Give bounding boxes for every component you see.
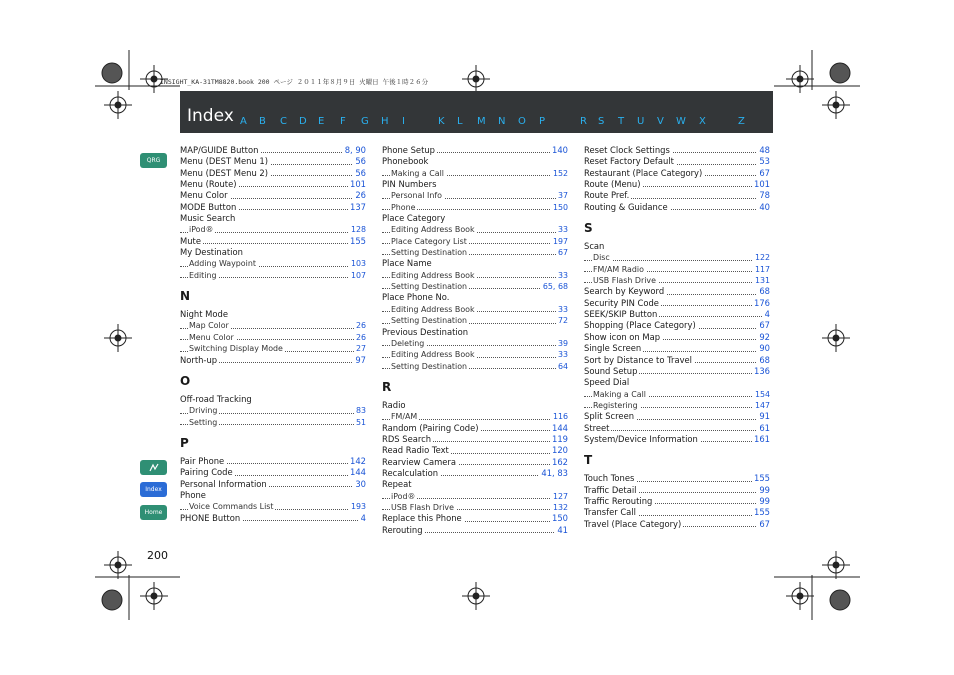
entry-term: Setting — [189, 417, 218, 427]
entry-term: Route (Menu) — [584, 179, 641, 190]
page-link[interactable]: 39 — [557, 338, 568, 348]
letter-link-z[interactable]: Z — [738, 116, 745, 127]
page-link[interactable]: 117 — [754, 264, 770, 274]
entry-term: Touch Tones — [584, 473, 635, 484]
index-subentry — [382, 361, 568, 372]
page-link[interactable]: 48 — [759, 145, 770, 155]
index-heading: Repeat — [382, 479, 412, 490]
index-subentry — [584, 275, 770, 286]
page-link[interactable]: 137 — [350, 201, 366, 212]
index-entry — [180, 355, 366, 366]
letter-link-e[interactable]: E — [318, 116, 325, 127]
index-entry — [584, 156, 770, 167]
entry-term: Pair Phone — [180, 455, 225, 466]
entry-term: Setting Destination — [391, 248, 468, 258]
index-entry — [382, 145, 568, 156]
letter-link-s[interactable]: S — [598, 116, 605, 127]
entry-term: Place Category List — [391, 236, 467, 246]
page-link[interactable]: 161 — [754, 433, 770, 444]
index-entry — [584, 473, 770, 484]
letter-link-k[interactable]: K — [438, 116, 445, 127]
entry-term: Security PIN Code — [584, 297, 659, 308]
letter-link-d[interactable]: D — [299, 116, 307, 127]
page-link[interactable]: 101 — [754, 179, 770, 190]
entry-term: Driving — [189, 406, 218, 416]
index-heading: Phonebook — [382, 156, 429, 167]
index-subentry — [180, 224, 366, 235]
entry-term: North-up — [180, 354, 218, 365]
page-link[interactable]: 155 — [350, 235, 366, 246]
letter-link-v[interactable]: V — [657, 116, 664, 127]
page-link[interactable]: 144 — [350, 467, 366, 478]
index-subentry — [180, 501, 366, 512]
entry-term: Voice Commands List — [189, 502, 274, 512]
entry-term: Menu Color — [180, 190, 228, 201]
entry-term: Recalculation — [382, 467, 439, 478]
entry-term: Read Radio Text — [382, 445, 449, 456]
index-subentry — [584, 400, 770, 411]
page-link[interactable]: 56 — [355, 167, 366, 178]
index-heading: Speed Dial — [584, 377, 630, 388]
page-link[interactable]: 155 — [754, 473, 770, 484]
entry-term: Editing Address Book — [391, 350, 475, 360]
index-entry — [180, 168, 366, 179]
index-entry — [584, 286, 770, 297]
letter-link-p[interactable]: P — [539, 116, 546, 127]
entry-term: Editing — [189, 270, 217, 280]
index-entry — [584, 190, 770, 201]
letter-link-n[interactable]: N — [498, 116, 506, 127]
entry-term: Sound Setup — [584, 365, 638, 376]
voice-icon[interactable] — [140, 460, 167, 475]
index-subentry — [584, 389, 770, 400]
entry-term: Adding Waypoint — [189, 259, 256, 269]
page-link[interactable]: 107 — [350, 270, 366, 280]
index-subentry — [382, 304, 568, 315]
index-entry — [584, 202, 770, 213]
index-subentry — [584, 252, 770, 263]
page-link[interactable]: 103 — [350, 259, 366, 269]
page-link[interactable]: 101 — [350, 179, 366, 190]
index-entry — [584, 343, 770, 354]
page-link[interactable]: 27 — [355, 344, 366, 354]
index-entry — [584, 519, 770, 530]
index-heading: Place Category — [382, 213, 446, 224]
entry-term: Map Color — [189, 321, 229, 331]
index-subentry — [180, 405, 366, 416]
index-heading: Previous Destination — [382, 326, 469, 337]
index-subentry — [382, 270, 568, 281]
page-link[interactable]: 26 — [355, 321, 366, 331]
index-entry — [180, 467, 366, 478]
page-link[interactable]: 99 — [759, 484, 770, 495]
index-entry — [584, 496, 770, 507]
home-tab[interactable]: Home — [140, 505, 167, 520]
page-link[interactable]: 99 — [759, 495, 770, 506]
entry-term: Phone — [391, 202, 416, 212]
index-entry — [382, 434, 568, 445]
entry-term: Split Screen — [584, 411, 635, 422]
entry-term: Making a Call — [391, 168, 444, 178]
page-link[interactable]: 116 — [552, 412, 568, 422]
index-entry — [180, 202, 366, 213]
entry-term: Pairing Code — [180, 467, 233, 478]
entry-term: Setting Destination — [391, 282, 468, 292]
index-column-1 — [180, 145, 366, 524]
index-subentry — [382, 236, 568, 247]
section-letter: N — [180, 289, 191, 304]
index-subentry — [382, 202, 568, 213]
index-heading: Scan — [584, 241, 605, 252]
page-link[interactable]: 140 — [552, 145, 568, 155]
entry-term: Making a Call — [593, 389, 646, 399]
letter-link-i[interactable]: I — [402, 116, 405, 127]
page-link[interactable]: 33 — [557, 350, 568, 360]
index-entry — [584, 355, 770, 366]
index-entry — [180, 236, 366, 247]
page-link[interactable]: 37 — [557, 191, 568, 201]
entry-term: Personal Info — [391, 191, 442, 201]
entry-term: SEEK/SKIP Button — [584, 309, 658, 320]
index-entry — [180, 479, 366, 490]
index-subentry — [382, 247, 568, 258]
entry-term: USB Flash Drive — [593, 276, 656, 286]
index-entry — [584, 320, 770, 331]
letter-link-h[interactable]: H — [381, 116, 389, 127]
entry-term: Sort by Distance to Travel — [584, 354, 693, 365]
letter-link-m[interactable]: M — [477, 116, 486, 127]
index-heading: Place Phone No. — [382, 292, 450, 303]
page-link[interactable]: 33 — [557, 270, 568, 280]
index-column-2 — [382, 145, 568, 536]
entry-term: USB Flash Drive — [391, 502, 454, 512]
page-link[interactable]: 51 — [355, 417, 366, 427]
entry-term: Rearview Camera — [382, 456, 456, 467]
index-entry — [382, 513, 568, 524]
page-link[interactable]: 90 — [759, 343, 770, 354]
letter-link-u[interactable]: U — [637, 116, 645, 127]
page-link[interactable]: 155 — [754, 507, 770, 518]
entry-term: Editing Address Book — [391, 304, 475, 314]
index-subentry — [584, 264, 770, 275]
index-heading: Place Name — [382, 258, 432, 269]
page-link[interactable]: 91 — [759, 411, 770, 422]
index-heading: My Destination — [180, 247, 243, 258]
entry-term: Menu Color — [189, 332, 234, 342]
index-entry — [584, 332, 770, 343]
entry-term: Personal Information — [180, 478, 267, 489]
entry-term: Routing & Guidance — [584, 201, 668, 212]
entry-term: Single Screen — [584, 343, 642, 354]
page-link[interactable]: 41, 83 — [541, 467, 568, 478]
entry-term: RDS Search — [382, 433, 432, 444]
index-heading: Off-road Tracking — [180, 393, 252, 404]
qrg-tab[interactable]: QRG — [140, 153, 167, 168]
entry-term: Restaurant (Place Category) — [584, 167, 703, 178]
page-link[interactable]: 72 — [557, 316, 568, 326]
index-entry — [584, 411, 770, 422]
entry-term: Reset Clock Settings — [584, 145, 670, 155]
page-link[interactable]: 127 — [552, 491, 568, 501]
letter-link-x[interactable]: X — [699, 116, 706, 127]
dot-leader — [584, 430, 770, 431]
index-subentry — [382, 491, 568, 502]
entry-term: Travel (Place Category) — [584, 518, 682, 529]
page-link[interactable]: 92 — [759, 331, 770, 342]
index-subentry — [382, 190, 568, 201]
index-subentry — [382, 315, 568, 326]
entry-term: Menu (Route) — [180, 179, 237, 190]
entry-term: Traffic Detail — [584, 484, 637, 495]
page-link[interactable]: 67 — [557, 248, 568, 258]
page-link[interactable]: 176 — [754, 297, 770, 308]
page-link[interactable]: 197 — [552, 236, 568, 246]
index-heading: Music Search — [180, 213, 236, 224]
index-subentry — [180, 320, 366, 331]
entry-term: Disc — [593, 253, 610, 263]
index-subentry — [382, 349, 568, 360]
index-subentry — [382, 411, 568, 422]
index-entry — [584, 179, 770, 190]
page-link[interactable]: 53 — [759, 156, 770, 167]
index-entry — [180, 179, 366, 190]
entry-term: Phone Setup — [382, 145, 435, 155]
letter-link-g[interactable]: G — [361, 116, 369, 127]
letter-link-a[interactable]: A — [240, 116, 247, 127]
page-link[interactable]: 150 — [552, 202, 568, 212]
letter-link-c[interactable]: C — [280, 116, 287, 127]
entry-term: MAP/GUIDE Button — [180, 145, 259, 155]
page-link[interactable]: 8, 90 — [344, 145, 366, 155]
index-entry — [584, 485, 770, 496]
page-link[interactable]: 30 — [355, 478, 366, 489]
index-entry — [584, 145, 770, 156]
page-link[interactable]: 33 — [557, 225, 568, 235]
entry-term: Menu (DEST Menu 1) — [180, 156, 269, 167]
entry-term: Registering — [593, 400, 638, 410]
entry-term: Replace this Phone — [382, 513, 462, 524]
page-link[interactable]: 83 — [355, 406, 366, 416]
dot-leader — [180, 243, 366, 244]
page-link[interactable]: 4 — [764, 309, 770, 320]
index-subentry — [180, 343, 366, 354]
index-subentry — [180, 270, 366, 281]
page-link[interactable]: 152 — [552, 168, 568, 178]
index-entry — [180, 156, 366, 167]
letter-link-f[interactable]: F — [340, 116, 346, 127]
index-entry — [584, 366, 770, 377]
page-link[interactable]: 56 — [355, 156, 366, 167]
index-heading: Phone — [180, 489, 206, 500]
index-column-3 — [584, 145, 770, 530]
entry-term: Search by Keyword — [584, 286, 665, 297]
page-link[interactable]: 147 — [754, 400, 770, 410]
page-link[interactable]: 142 — [350, 455, 366, 466]
page-link[interactable]: 136 — [754, 365, 770, 376]
index-subentry — [382, 338, 568, 349]
index-entry — [584, 168, 770, 179]
index-entry — [180, 513, 366, 524]
entry-term: Reset Factory Default — [584, 156, 674, 167]
entry-term: Show icon on Map — [584, 331, 661, 342]
entry-term: Editing Address Book — [391, 270, 475, 280]
page-link[interactable]: 68 — [759, 286, 770, 297]
page-link[interactable]: 41 — [557, 524, 568, 535]
page-link[interactable]: 162 — [552, 456, 568, 467]
page-link[interactable]: 67 — [759, 167, 770, 178]
page-link[interactable]: 128 — [350, 225, 366, 235]
entry-term: Shopping (Place Category) — [584, 320, 696, 331]
index-subentry — [382, 168, 568, 179]
page-link[interactable]: 119 — [552, 433, 568, 444]
print-header: INSIGHT_KA-31TM8820.book 200 ページ ２０１１年８月９日 火曜日 午後１時２６分 — [160, 78, 429, 86]
index-entry — [584, 507, 770, 518]
section-letter: R — [382, 379, 392, 394]
page-link[interactable]: 26 — [355, 190, 366, 201]
index-entry — [382, 468, 568, 479]
entry-term: Switching Display Mode — [189, 344, 283, 354]
index-subentry — [180, 332, 366, 343]
page-link[interactable]: 97 — [355, 354, 366, 365]
entry-term: Mute — [180, 235, 201, 246]
page-link[interactable]: 120 — [552, 445, 568, 456]
page-link[interactable]: 154 — [754, 389, 770, 399]
index-entry — [584, 309, 770, 320]
page-link[interactable]: 78 — [759, 190, 770, 201]
letter-link-o[interactable]: O — [518, 116, 526, 127]
index-entry — [584, 298, 770, 309]
page-number: 200 — [147, 549, 168, 562]
page-link[interactable]: 150 — [552, 513, 568, 524]
page-title: Index — [187, 106, 234, 126]
entry-term: Menu (DEST Menu 2) — [180, 167, 269, 178]
page-link[interactable]: 67 — [759, 320, 770, 331]
index-heading: PIN Numbers — [382, 179, 437, 190]
page-link[interactable]: 131 — [754, 276, 770, 286]
index-subentry — [180, 417, 366, 428]
index-entry — [382, 423, 568, 434]
entry-term: PHONE Button — [180, 512, 241, 523]
index-heading: Radio — [382, 399, 406, 410]
entry-term: Random (Pairing Code) — [382, 422, 479, 433]
page-link[interactable]: 40 — [759, 201, 770, 212]
section-letter: P — [180, 435, 189, 450]
page-link[interactable]: 61 — [759, 422, 770, 433]
entry-term: iPod® — [189, 225, 214, 235]
entry-term: Editing Address Book — [391, 225, 475, 235]
index-subentry — [382, 224, 568, 235]
page-link[interactable]: 144 — [552, 422, 568, 433]
index-subentry — [382, 281, 568, 292]
index-entry — [382, 525, 568, 536]
entry-term: iPod® — [391, 491, 416, 501]
index-tab[interactable]: Index — [140, 482, 167, 497]
page-link[interactable]: 68 — [759, 354, 770, 365]
page-link[interactable]: 64 — [557, 361, 568, 371]
index-entry — [382, 445, 568, 456]
index-entry — [180, 456, 366, 467]
entry-term: Street — [584, 422, 610, 433]
section-letter: T — [584, 453, 593, 468]
entry-term: FM/AM — [391, 412, 418, 422]
letter-link-r[interactable]: R — [580, 116, 587, 127]
entry-term: Setting Destination — [391, 316, 468, 326]
page-link[interactable]: 132 — [552, 502, 568, 512]
entry-term: Deleting — [391, 338, 425, 348]
index-entry — [584, 434, 770, 445]
entry-term: Setting Destination — [391, 361, 468, 371]
entry-term: Route Pref. — [584, 190, 630, 201]
letter-link-b[interactable]: B — [259, 116, 266, 127]
entry-term: FM/AM Radio — [593, 264, 644, 274]
index-entry — [180, 145, 366, 156]
index-subentry — [382, 502, 568, 513]
entry-term: System/Device Information — [584, 433, 698, 444]
index-entry — [584, 423, 770, 434]
page-link[interactable]: 122 — [754, 253, 770, 263]
index-subentry — [180, 258, 366, 269]
page-link[interactable]: 67 — [759, 518, 770, 529]
page-link[interactable]: 193 — [350, 502, 366, 512]
entry-term: Transfer Call — [584, 507, 636, 518]
letter-link-w[interactable]: W — [676, 116, 686, 127]
letter-link-t[interactable]: T — [618, 116, 625, 127]
entry-term: Rerouting — [382, 524, 423, 535]
page-link[interactable]: 65, 68 — [542, 282, 568, 292]
entry-term: Traffic Rerouting — [584, 495, 653, 506]
page-link[interactable]: 4 — [360, 512, 366, 523]
section-letter: O — [180, 373, 191, 388]
index-entry — [180, 190, 366, 201]
page-link[interactable]: 26 — [355, 332, 366, 342]
letter-link-l[interactable]: L — [457, 116, 463, 127]
index-entry — [382, 457, 568, 468]
page-link[interactable]: 33 — [557, 304, 568, 314]
section-letter: S — [584, 221, 593, 236]
entry-term: MODE Button — [180, 201, 237, 212]
index-heading: Night Mode — [180, 309, 228, 320]
